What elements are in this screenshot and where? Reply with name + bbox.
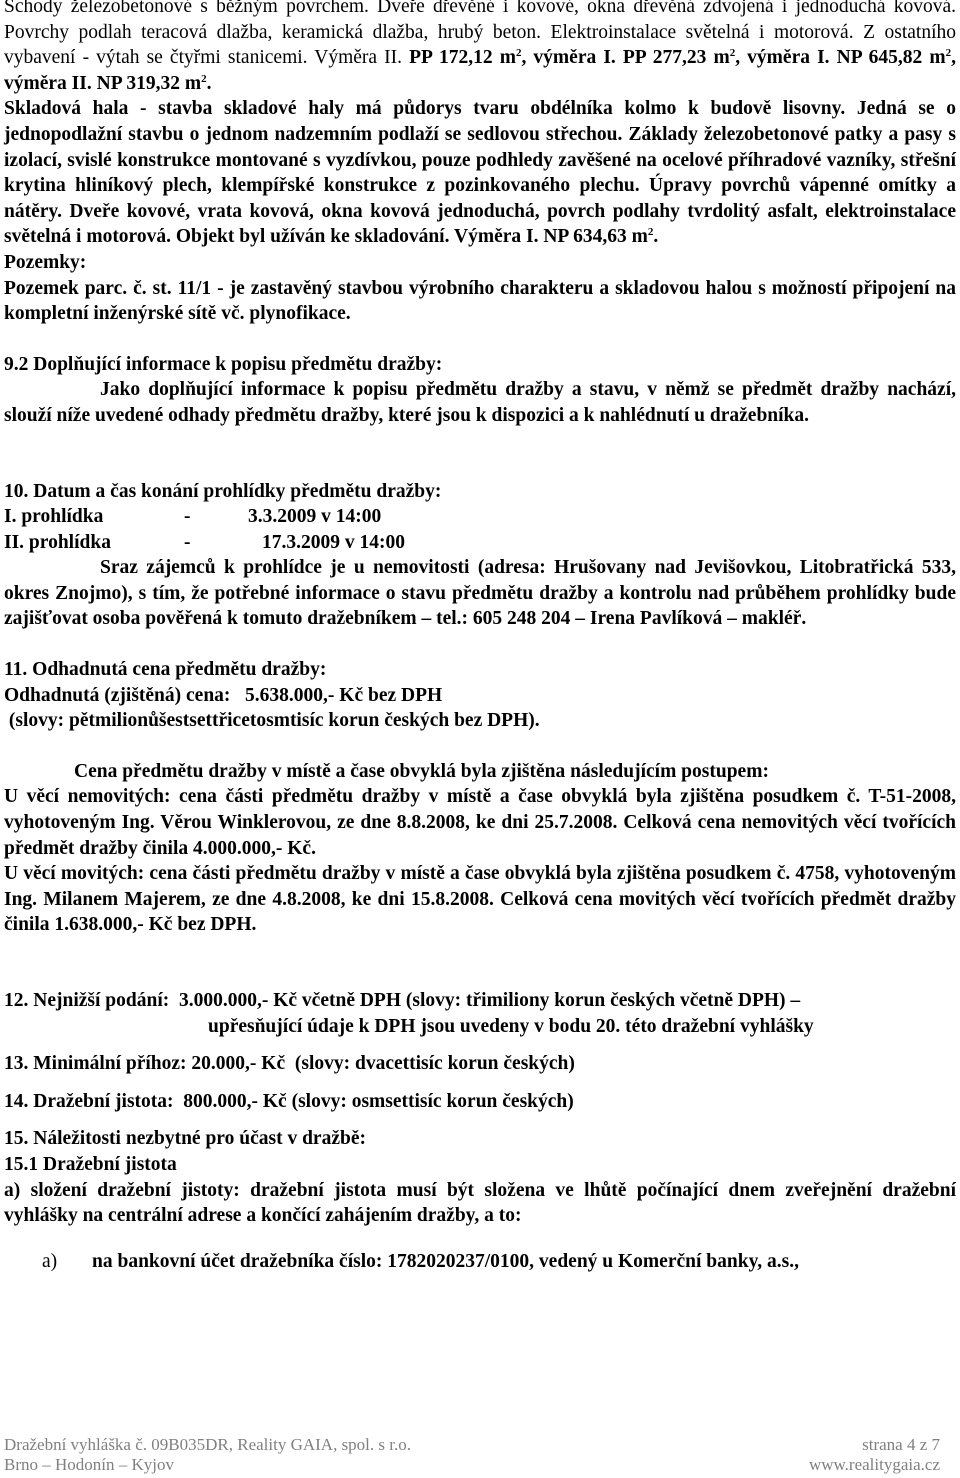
section-10-heading: 10. Datum a čas konání prohlídky předmětu dražby: bbox=[4, 480, 442, 502]
deposit-option-bank bbox=[4, 1249, 956, 1275]
area-line: PP 172,12 $m^2$, výměra I. PP 277,23 $m^2$, výměra I. NP 645,82 $m^2$, výměra II. NP 319,32 $m^2$. bbox=[4, 47, 956, 94]
movable-valuation: U věcí movitých: cena části předmětu dražby v místě a čase obvyklá byla zjištěna posudkem č. 4758, vyhotoveným Ing. Milanem Majerem, ze dne 4.8.2008, ke dni 15.8.2008. Celková cena movitých věcí tvořících předmět dražby činila 1.638.000,- Kč bez DPH. bbox=[4, 863, 956, 936]
building-description bbox=[4, 0, 956, 96]
inspection-row: II. prohlídka - 17.3.2009 v 14:00 bbox=[4, 531, 405, 553]
section-15-1-heading: 15.1 Dražební jistota bbox=[4, 1153, 177, 1175]
land-description: Pozemek parc. č. st. 11/1 - je zastavěný stavbou výrobního charakteru a skladovou halou s možností připojení na kompletní inženýrské sítě vč. plynofikace. bbox=[4, 277, 956, 325]
section-12-line: 12. Nejnižší podání: 3.000.000,- Kč včetně DPH (slovy: třimiliony korun českých včetně DPH) – bbox=[4, 990, 801, 1011]
footer-document-id: Dražební vyhláška č. 09B035DR, Reality GAIA, spol. s r.o. bbox=[4, 1435, 411, 1454]
section-11-heading: 11. Odhadnutá cena předmětu dražby: bbox=[4, 659, 327, 681]
section-9-2-text: Jako doplňující informace k popisu předmětu dražby a stavu, v němž se předmět dražby nachází, slouží níže uvedené odhady předmětu dražby, které jsou k dispozici a k nahlédnutí u dražebníka. bbox=[4, 379, 956, 426]
section-15-heading: 15. Náležitosti nezbytné pro účast v dražbě: bbox=[4, 1128, 366, 1150]
land-heading: Pozemky: bbox=[4, 251, 87, 273]
section-13: 13. Minimální příhoz: 20.000,- Kč (slovy: dvacettisíc korun českých) bbox=[4, 1053, 575, 1075]
section-12-note: upřesňující údaje k DPH jsou uvedeny v bodu 20. této dražební vyhlášky bbox=[208, 1015, 814, 1037]
text-line: jednoduchá kovová. Povrchy podlah teracová dlažba, keramická dlažba, hrubý beton. bbox=[4, 0, 957, 43]
deposit-text: a) složení dražební jistoty: dražební jistota musí být složena ve lhůtě počínající dnem zveřejnění dražební vyhlášky na centrální adrese a končící zahájením dražby, a to: bbox=[4, 1179, 956, 1227]
list-marker: a) bbox=[42, 1250, 58, 1272]
section-9-2-heading: 9.2 Doplňující informace k popisu předmětu dražby: bbox=[4, 353, 443, 375]
section-10-text: Sraz zájemců k prohlídce je u nemovitosti (adresa: Hrušovany nad Jevišovkou, Litobratřická 533, okres Znojmo), s tím, že potřebné informace o stavu předmětu dražby a kontrolu nad průběhem prohlídky bude zajišťovat osoba pověřená k tomuto dražebníkem – tel.: 605 248 204 – Irena Pavlíková – makléř. bbox=[4, 557, 956, 630]
estimated-price-words: (slovy: pětmilionůšestsettřicetosmtisíc korun českých bez DPH). bbox=[4, 710, 540, 732]
inspection-row: I. prohlídka - 3.3.2009 v 14:00 bbox=[4, 506, 382, 528]
warehouse-description: Skladová hala - stavba skladové haly má půdorys tvaru obdélníka kolmo k budově lisovny. Jedná se o jednopodlažní stavbu o jednom nadzemním podlaží se sedlovou střechou. Základy železobetonové patky a pasy s izolací, svislé konstrukce montované s vyzdívkou, pouze podhledy zavěšené na ocelové příhradové vazníky, střešní krytina hliníkový plech, klempířské konstrukce z pozinkovaného plechu. Úpravy povrchů vápenné omítky a nátěry. Dveře kovové, vrata kovová, okna kovová jednoduchá, povrch podlahy tvrdolitý asfalt, elektroinstalace světelná i motorová. Objekt byl užíván ke skladování. Výměra I. NP 634,63 $m^2$. bbox=[4, 98, 956, 248]
footer-website: www.realitygaia.cz bbox=[808, 1455, 940, 1474]
price-method-heading: Cena předmětu dražby v místě a čase obvyklá byla zjištěna následujícím postupem: bbox=[74, 760, 769, 782]
immovable-valuation: U věcí nemovitých: cena části předmětu dražby v místě a čase obvyklá byla zjištěna posudkem č. T-51-2008, vyhotoveným Ing. Věrou Winklerovou, ze dne 8.8.2008, ke dni 25.7.2008. Celková cena nemovitých věcí tvořících předmět dražby činila 4.000.000,- Kč. bbox=[4, 786, 956, 859]
estimated-price: Odhadnutá (zjištěná) cena: 5.638.000,- Kč bez DPH bbox=[4, 684, 443, 706]
text-line: Elektroinstalace světelná i motorová. Z ostatního vybavení - výtah se čtyřmi stanicemi. Výměra II. bbox=[4, 21, 956, 69]
page-footer bbox=[4, 1435, 956, 1475]
document-page bbox=[4, 0, 956, 1274]
text-line: Schody železobetonové s běžným povrchem. Dveře dřevěné i kovové, okna dřevěná zdvojená i bbox=[4, 0, 788, 17]
footer-locations: Brno – Hodonín – Kyjov bbox=[4, 1455, 174, 1474]
section-14: 14. Dražební jistota: 800.000,- Kč (slovy: osmsettisíc korun českých) bbox=[4, 1090, 574, 1112]
footer-page-number: strana 4 z 7 bbox=[862, 1435, 940, 1454]
list-item-text: na bankovní účet dražebníka číslo: 1782020237/0100, vedený u Komerční banky, a.s., bbox=[92, 1250, 799, 1272]
